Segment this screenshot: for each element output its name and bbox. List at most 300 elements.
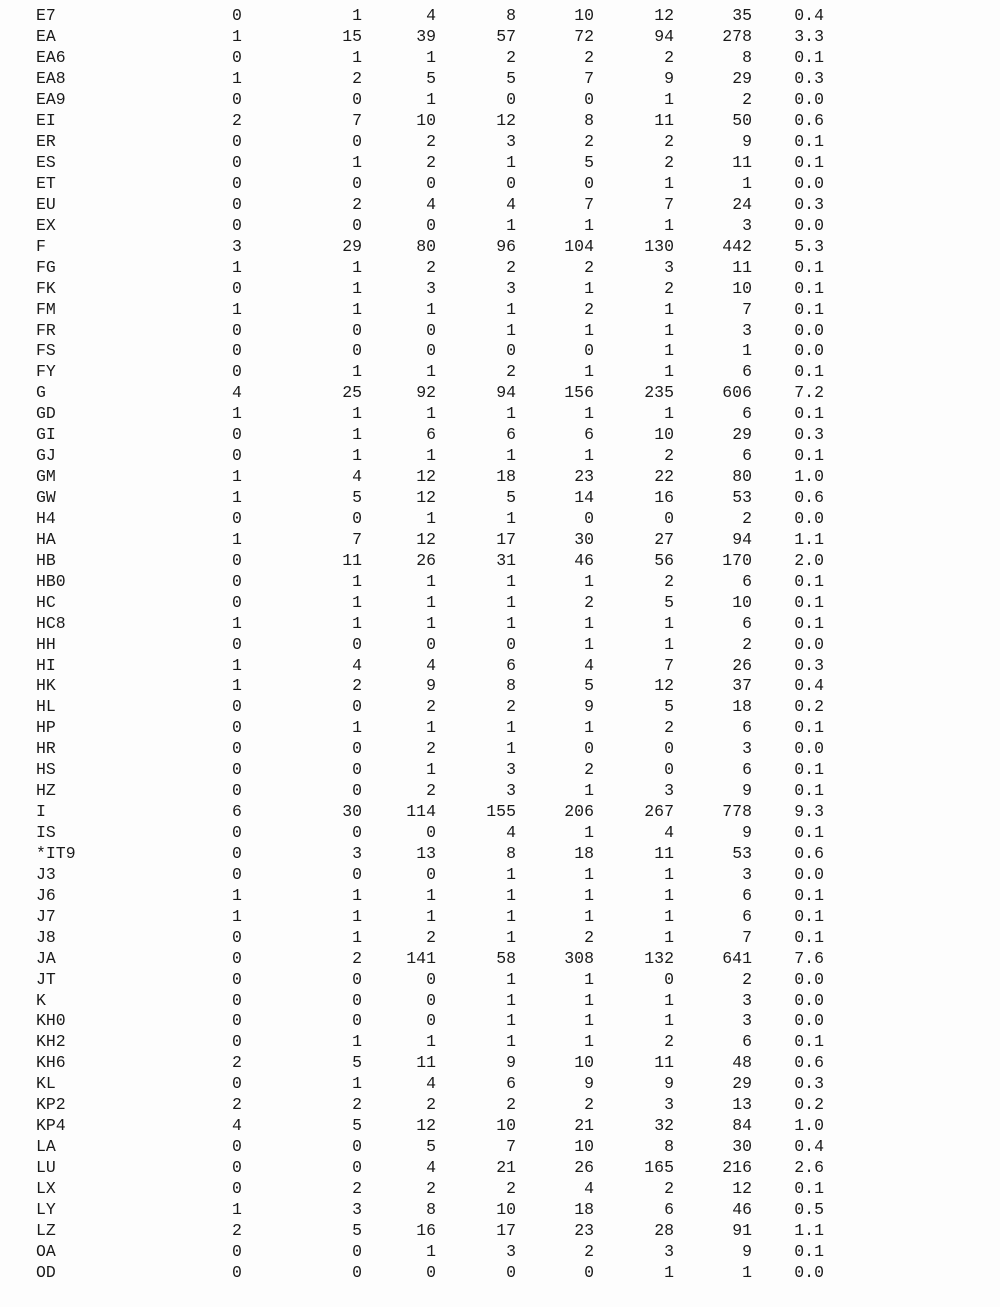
table-row <box>36 948 824 969</box>
prefix-cell: ET <box>36 173 56 193</box>
total-cell: 442 <box>722 236 752 256</box>
table-row <box>36 341 824 362</box>
count-cell: 32 <box>654 1116 674 1136</box>
count-cell: 29 <box>342 236 362 256</box>
count-cell: 13 <box>416 843 436 863</box>
count-cell: 0 <box>232 173 242 193</box>
count-cell: 1 <box>584 718 594 738</box>
count-cell: 0 <box>352 634 362 654</box>
count-cell: 5 <box>664 697 674 717</box>
count-cell: 1 <box>584 906 594 926</box>
percent-cell <box>752 948 824 969</box>
count-cell: 12 <box>654 6 674 26</box>
table-row <box>36 885 824 906</box>
count-cell: 1 <box>584 1011 594 1031</box>
count-cell: 0 <box>426 990 436 1010</box>
count-cell: 8 <box>506 676 516 696</box>
count-cell: 2 <box>584 299 594 319</box>
count-cell: 4 <box>506 823 516 843</box>
percent-value: 0.0 <box>794 1011 824 1031</box>
count-cell: 1 <box>232 27 242 47</box>
percent-value: 5.3 <box>794 236 824 256</box>
percent-value: 0.1 <box>794 823 824 843</box>
count-cell: 1 <box>426 1032 436 1052</box>
count-cell: 1 <box>426 613 436 633</box>
table-row <box>36 1199 824 1220</box>
count-cell: 3 <box>664 1241 674 1261</box>
count-cell: 1 <box>664 613 674 633</box>
count-cell: 7 <box>352 529 362 549</box>
percent-cell <box>752 969 824 990</box>
percent-value: 0.1 <box>794 153 824 173</box>
table-row <box>36 362 824 383</box>
count-cell: 10 <box>574 6 594 26</box>
count-cell: 1 <box>664 634 674 654</box>
total-cell: 606 <box>722 383 752 403</box>
count-cell: 0 <box>506 90 516 110</box>
percent-cell <box>752 90 824 111</box>
count-cell: 31 <box>496 550 516 570</box>
total-cell: 6 <box>742 718 752 738</box>
total-cell: 3 <box>742 320 752 340</box>
percent-value: 0.0 <box>794 990 824 1010</box>
total-cell: 6 <box>742 760 752 780</box>
total-cell: 6 <box>742 885 752 905</box>
count-cell: 1 <box>506 927 516 947</box>
count-cell: 0 <box>232 1011 242 1031</box>
count-cell: 165 <box>644 1158 674 1178</box>
percent-cell <box>752 1053 824 1074</box>
total-cell: 24 <box>732 194 752 214</box>
count-cell: 11 <box>654 1053 674 1073</box>
count-cell: 4 <box>426 655 436 675</box>
count-cell: 1 <box>426 718 436 738</box>
count-cell: 1 <box>232 69 242 89</box>
count-cell: 2 <box>584 927 594 947</box>
total-cell: 278 <box>722 27 752 47</box>
percent-value: 0.1 <box>794 132 824 152</box>
count-cell: 0 <box>664 739 674 759</box>
table-row <box>36 697 824 718</box>
count-cell: 1 <box>506 990 516 1010</box>
count-cell: 17 <box>496 529 516 549</box>
table-row <box>36 467 824 488</box>
total-cell: 11 <box>732 257 752 277</box>
count-cell: 1 <box>584 571 594 591</box>
percent-value: 0.1 <box>794 257 824 277</box>
percent-value: 0.1 <box>794 613 824 633</box>
percent-value: 0.1 <box>794 1241 824 1261</box>
count-cell: 1 <box>352 718 362 738</box>
percent-cell <box>752 320 824 341</box>
count-cell: 0 <box>426 341 436 361</box>
count-cell: 2 <box>426 153 436 173</box>
prefix-cell: GJ <box>36 446 56 466</box>
count-cell: 1 <box>584 278 594 298</box>
count-cell: 5 <box>506 69 516 89</box>
count-cell: 0 <box>426 823 436 843</box>
total-cell: 3 <box>742 215 752 235</box>
count-cell: 1 <box>352 425 362 445</box>
percent-value: 0.1 <box>794 446 824 466</box>
percent-value: 0.0 <box>794 90 824 110</box>
count-cell: 1 <box>232 676 242 696</box>
count-cell: 6 <box>506 425 516 445</box>
table-row <box>36 676 824 697</box>
count-cell: 1 <box>506 906 516 926</box>
prefix-cell: HL <box>36 697 56 717</box>
table-row <box>36 781 824 802</box>
total-cell: 11 <box>732 153 752 173</box>
count-cell: 18 <box>496 467 516 487</box>
count-cell: 8 <box>506 843 516 863</box>
percent-value: 7.2 <box>794 383 824 403</box>
percent-cell <box>752 655 824 676</box>
count-cell: 30 <box>574 529 594 549</box>
percent-cell <box>752 864 824 885</box>
table-row <box>36 1241 824 1262</box>
count-cell: 1 <box>232 1199 242 1219</box>
count-cell: 1 <box>426 446 436 466</box>
count-cell: 8 <box>584 111 594 131</box>
count-cell: 10 <box>654 425 674 445</box>
count-cell: 0 <box>584 341 594 361</box>
count-cell: 3 <box>664 257 674 277</box>
count-cell: 0 <box>352 1158 362 1178</box>
count-cell: 1 <box>232 257 242 277</box>
percent-cell <box>752 1095 824 1116</box>
prefix-cell: HR <box>36 739 56 759</box>
count-cell: 1 <box>232 613 242 633</box>
count-cell: 2 <box>506 362 516 382</box>
count-cell: 92 <box>416 383 436 403</box>
percent-cell <box>752 488 824 509</box>
count-cell: 2 <box>232 1220 242 1240</box>
total-cell: 6 <box>742 1032 752 1052</box>
count-cell: 0 <box>232 781 242 801</box>
count-cell: 0 <box>352 990 362 1010</box>
prefix-cell: OA <box>36 1241 56 1261</box>
count-cell: 2 <box>426 132 436 152</box>
count-cell: 1 <box>584 634 594 654</box>
total-cell: 10 <box>732 592 752 612</box>
prefix-cell: E7 <box>36 6 56 26</box>
count-cell: 1 <box>584 613 594 633</box>
prefix-cell: HZ <box>36 781 56 801</box>
count-cell: 21 <box>496 1158 516 1178</box>
count-cell: 1 <box>664 299 674 319</box>
count-cell: 12 <box>496 111 516 131</box>
count-cell: 2 <box>664 718 674 738</box>
total-cell: 7 <box>742 299 752 319</box>
prefix-cell: EA9 <box>36 90 66 110</box>
count-cell: 16 <box>654 488 674 508</box>
count-cell: 2 <box>664 278 674 298</box>
count-cell: 8 <box>426 1199 436 1219</box>
count-cell: 235 <box>644 383 674 403</box>
total-cell: 3 <box>742 1011 752 1031</box>
percent-cell <box>752 1137 824 1158</box>
percent-value: 0.0 <box>794 1262 824 1282</box>
percent-cell <box>752 760 824 781</box>
percent-value: 0.0 <box>794 508 824 528</box>
count-cell: 0 <box>232 969 242 989</box>
percent-cell <box>752 1241 824 1262</box>
count-cell: 1 <box>506 508 516 528</box>
count-cell: 308 <box>564 948 594 968</box>
percent-value: 0.4 <box>794 676 824 696</box>
total-cell: 29 <box>732 1074 752 1094</box>
percent-cell <box>752 215 824 236</box>
table-row <box>36 1262 824 1283</box>
prefix-cell: OD <box>36 1262 56 1282</box>
count-cell: 2 <box>584 760 594 780</box>
count-cell: 0 <box>232 446 242 466</box>
count-cell: 2 <box>426 697 436 717</box>
count-cell: 1 <box>352 1074 362 1094</box>
percent-value: 0.0 <box>794 341 824 361</box>
percent-cell <box>752 194 824 215</box>
percent-value: 3.3 <box>794 27 824 47</box>
table-row <box>36 1220 824 1241</box>
percent-value: 0.1 <box>794 48 824 68</box>
count-cell: 1 <box>584 990 594 1010</box>
count-cell: 3 <box>352 1199 362 1219</box>
count-cell: 1 <box>506 969 516 989</box>
percent-cell <box>752 341 824 362</box>
table-row <box>36 174 824 195</box>
table-row <box>36 153 824 174</box>
count-cell: 0 <box>506 341 516 361</box>
count-cell: 0 <box>506 173 516 193</box>
count-cell: 1 <box>584 446 594 466</box>
prefix-cell: G <box>36 383 46 403</box>
count-cell: 1 <box>664 90 674 110</box>
count-cell: 3 <box>664 781 674 801</box>
prefix-cell: EU <box>36 194 56 214</box>
count-cell: 1 <box>352 446 362 466</box>
count-cell: 1 <box>352 278 362 298</box>
count-cell: 1 <box>352 571 362 591</box>
count-cell: 10 <box>416 111 436 131</box>
prefix-cell: GI <box>36 425 56 445</box>
count-cell: 0 <box>426 864 436 884</box>
count-cell: 1 <box>506 739 516 759</box>
total-cell: 94 <box>732 529 752 549</box>
percent-cell <box>752 634 824 655</box>
count-cell: 2 <box>426 739 436 759</box>
count-cell: 0 <box>232 194 242 214</box>
count-cell: 2 <box>584 1095 594 1115</box>
count-cell: 11 <box>416 1053 436 1073</box>
count-cell: 2 <box>584 48 594 68</box>
count-cell: 104 <box>564 236 594 256</box>
count-cell: 1 <box>232 467 242 487</box>
count-cell: 0 <box>232 823 242 843</box>
count-cell: 8 <box>664 1137 674 1157</box>
table-row <box>36 257 824 278</box>
count-cell: 1 <box>506 885 516 905</box>
count-cell: 0 <box>232 508 242 528</box>
count-cell: 2 <box>426 927 436 947</box>
total-cell: 9 <box>742 781 752 801</box>
count-cell: 4 <box>506 194 516 214</box>
count-cell: 4 <box>584 1178 594 1198</box>
table-row <box>36 760 824 781</box>
percent-value: 1.1 <box>794 529 824 549</box>
total-cell: 48 <box>732 1053 752 1073</box>
total-cell: 3 <box>742 864 752 884</box>
count-cell: 155 <box>486 802 516 822</box>
count-cell: 3 <box>352 843 362 863</box>
count-cell: 0 <box>232 1262 242 1282</box>
percent-cell <box>752 153 824 174</box>
count-cell: 3 <box>232 236 242 256</box>
prefix-cell: EA <box>36 27 56 47</box>
count-cell: 1 <box>584 969 594 989</box>
count-cell: 0 <box>584 739 594 759</box>
percent-value: 0.3 <box>794 69 824 89</box>
table-row <box>36 509 824 530</box>
count-cell: 1 <box>506 718 516 738</box>
total-cell: 8 <box>742 48 752 68</box>
table-row <box>36 592 824 613</box>
prefix-cell: IS <box>36 823 56 843</box>
count-cell: 2 <box>664 446 674 466</box>
percent-cell <box>752 885 824 906</box>
count-cell: 0 <box>232 48 242 68</box>
count-cell: 1 <box>664 864 674 884</box>
percent-cell <box>752 1116 824 1137</box>
percent-cell <box>752 48 824 69</box>
count-cell: 1 <box>664 215 674 235</box>
percent-value: 1.1 <box>794 1220 824 1240</box>
count-cell: 1 <box>352 257 362 277</box>
count-cell: 18 <box>574 843 594 863</box>
count-cell: 0 <box>232 1137 242 1157</box>
prefix-cell: J8 <box>36 927 56 947</box>
count-cell: 5 <box>352 1116 362 1136</box>
total-cell: 6 <box>742 362 752 382</box>
total-cell: 170 <box>722 550 752 570</box>
count-cell: 0 <box>352 739 362 759</box>
table-row <box>36 90 824 111</box>
count-cell: 0 <box>232 927 242 947</box>
total-cell: 641 <box>722 948 752 968</box>
count-cell: 1 <box>426 1241 436 1261</box>
count-cell: 2 <box>352 1095 362 1115</box>
count-cell: 25 <box>342 383 362 403</box>
count-cell: 0 <box>352 697 362 717</box>
count-cell: 6 <box>506 1074 516 1094</box>
prefix-cell: LU <box>36 1158 56 1178</box>
table-row <box>36 48 824 69</box>
percent-cell <box>752 174 824 195</box>
total-cell: 80 <box>732 467 752 487</box>
count-cell: 1 <box>506 592 516 612</box>
percent-cell <box>752 278 824 299</box>
count-cell: 0 <box>232 153 242 173</box>
percent-value: 0.1 <box>794 718 824 738</box>
count-cell: 0 <box>426 320 436 340</box>
count-cell: 7 <box>664 194 674 214</box>
count-cell: 2 <box>584 132 594 152</box>
count-cell: 0 <box>232 341 242 361</box>
total-cell: 18 <box>732 697 752 717</box>
count-cell: 3 <box>664 1095 674 1115</box>
count-cell: 2 <box>232 1095 242 1115</box>
count-cell: 2 <box>584 257 594 277</box>
count-cell: 1 <box>664 885 674 905</box>
total-cell: 6 <box>742 613 752 633</box>
count-cell: 4 <box>232 383 242 403</box>
count-cell: 0 <box>352 864 362 884</box>
count-cell: 11 <box>654 843 674 863</box>
count-cell: 6 <box>506 655 516 675</box>
table-row <box>36 1158 824 1179</box>
percent-value: 0.5 <box>794 1199 824 1219</box>
count-cell: 1 <box>506 446 516 466</box>
percent-value: 0.0 <box>794 969 824 989</box>
prefix-cell: KL <box>36 1074 56 1094</box>
count-cell: 2 <box>506 48 516 68</box>
count-cell: 30 <box>342 802 362 822</box>
count-cell: 2 <box>426 781 436 801</box>
count-cell: 1 <box>506 1032 516 1052</box>
count-cell: 0 <box>232 215 242 235</box>
count-cell: 4 <box>426 1074 436 1094</box>
count-cell: 0 <box>232 948 242 968</box>
table-body <box>36 6 824 1283</box>
percent-value: 0.4 <box>794 6 824 26</box>
table-row <box>36 425 824 446</box>
table-row <box>36 404 824 425</box>
count-cell: 1 <box>426 404 436 424</box>
count-cell: 3 <box>506 1241 516 1261</box>
count-cell: 0 <box>352 1011 362 1031</box>
total-cell: 91 <box>732 1220 752 1240</box>
total-cell: 30 <box>732 1137 752 1157</box>
table-row <box>36 1053 824 1074</box>
count-cell: 0 <box>426 173 436 193</box>
count-cell: 26 <box>416 550 436 570</box>
table-row <box>36 236 824 257</box>
percent-value: 0.3 <box>794 655 824 675</box>
count-cell: 1 <box>664 906 674 926</box>
count-cell: 10 <box>496 1116 516 1136</box>
count-cell: 0 <box>352 341 362 361</box>
count-cell: 1 <box>426 508 436 528</box>
total-cell: 3 <box>742 990 752 1010</box>
percent-cell <box>752 1158 824 1179</box>
table-row <box>36 571 824 592</box>
prefix-cell: HC <box>36 592 56 612</box>
count-cell: 0 <box>232 990 242 1010</box>
count-cell: 1 <box>352 613 362 633</box>
count-cell: 3 <box>506 781 516 801</box>
table-row <box>36 634 824 655</box>
count-cell: 4 <box>352 655 362 675</box>
count-cell: 9 <box>584 1074 594 1094</box>
count-cell: 0 <box>232 1241 242 1261</box>
total-cell: 1 <box>742 341 752 361</box>
count-cell: 21 <box>574 1116 594 1136</box>
count-cell: 132 <box>644 948 674 968</box>
prefix-cell: LA <box>36 1137 56 1157</box>
count-cell: 0 <box>232 90 242 110</box>
count-cell: 9 <box>664 69 674 89</box>
count-cell: 0 <box>232 592 242 612</box>
